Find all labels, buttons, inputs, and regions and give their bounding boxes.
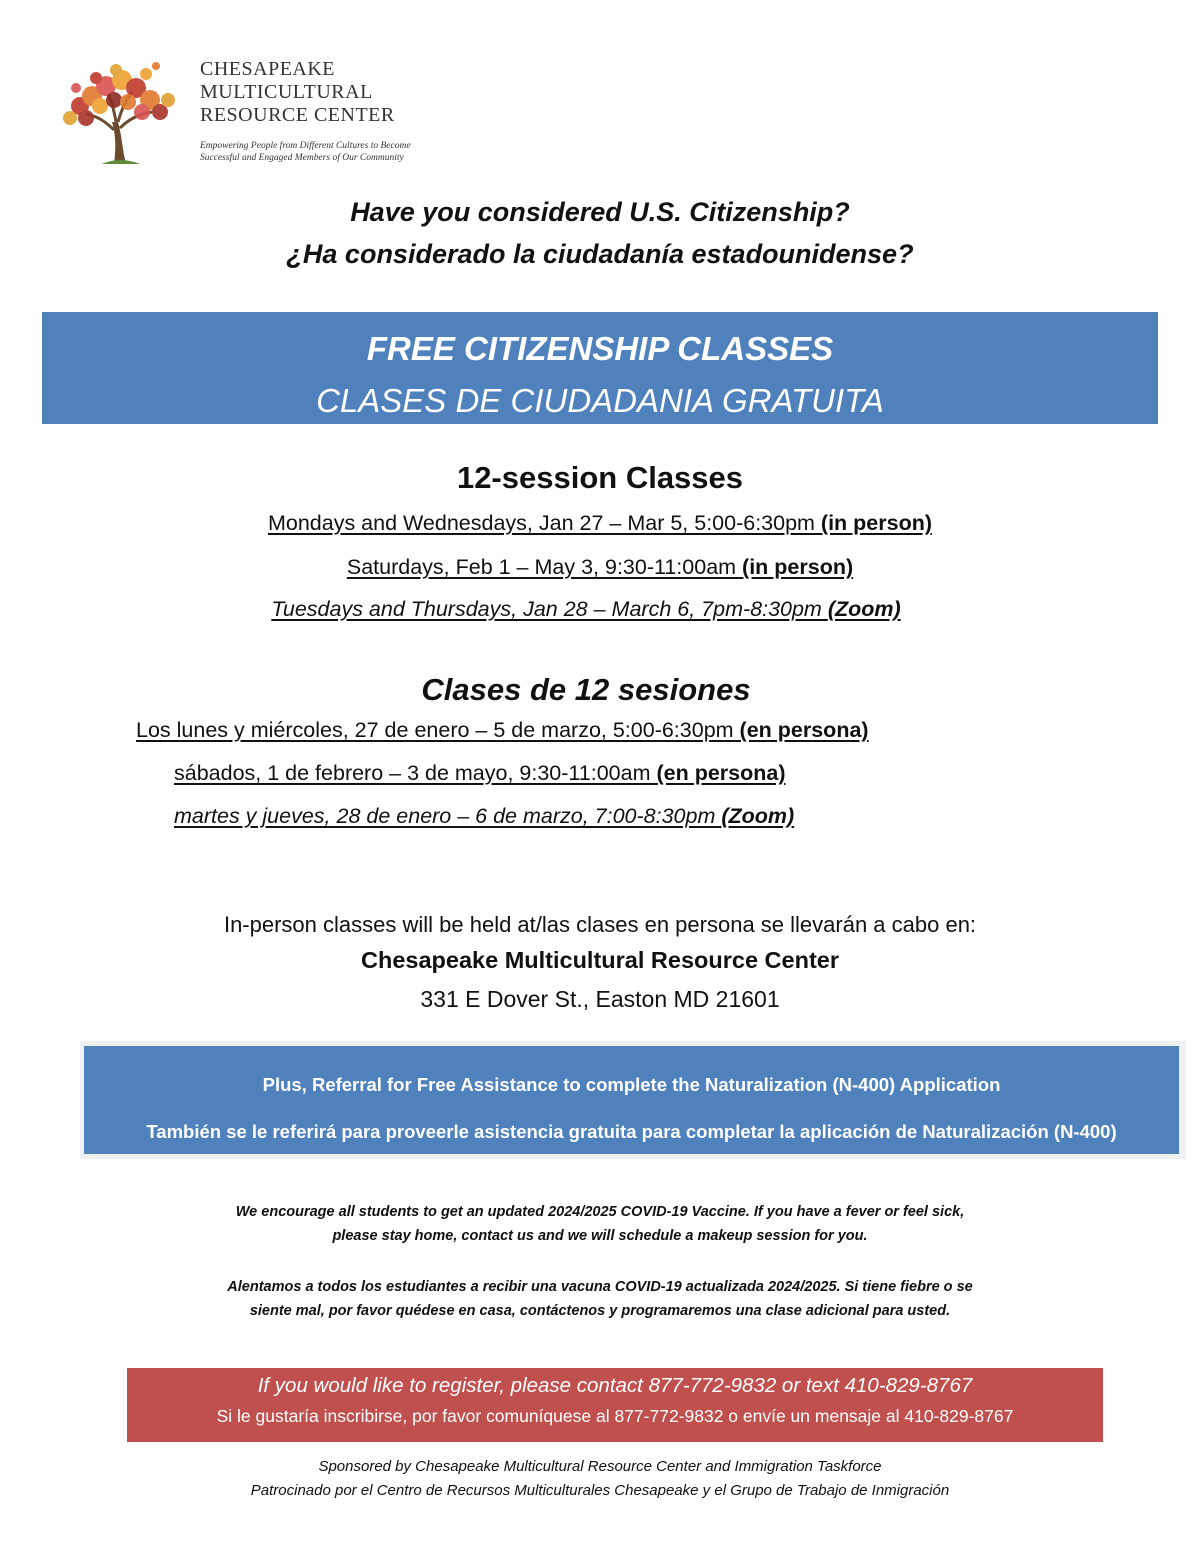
org-name-line2: MULTICULTURAL [200, 81, 373, 103]
referral-english: Plus, Referral for Free Assistance to complete the Naturalization (N-400) Application [262, 1074, 1001, 1095]
spanish-schedule-heading: Clases de 12 sesiones [421, 672, 751, 707]
schedule-item-en-mon-wed [0, 511, 1200, 536]
register-english: If you would like to register, please contact 877-772-9832 or text 410-829-8767 [257, 1374, 973, 1397]
schedule-text: Saturdays, Feb 1 – May 3, 9:30-11:00am [346, 555, 743, 579]
location-name: Chesapeake Multicultural Resource Center [361, 947, 839, 973]
schedule-mode: (Zoom) [827, 597, 901, 621]
tree-logo-icon [56, 56, 186, 168]
banner-title-spanish: CLASES DE CIUDADANIA GRATUITA [316, 382, 884, 419]
schedule-text: sábados, 1 de febrero – 3 de mayo, 9:30-11:00am [174, 761, 657, 785]
schedule-mode: (en persona) [656, 761, 786, 785]
sponsor-spanish: Patrocinado por el Centro de Recursos Multiculturales Chesapeake y el Grupo de Trabajo de Inmigración [250, 1482, 950, 1499]
schedule-item-en-sat [0, 555, 1200, 580]
covid-note-es-line1: Alentamos a todos los estudiantes a recibir una vacuna COVID-19 actualizada 2024/2025. Si tiene fiebre o se [227, 1279, 973, 1295]
schedule-item-es-lun-mie [136, 718, 869, 743]
banner-title-english: FREE CITIZENSHIP CLASSES [366, 330, 834, 367]
schedule-text: Los lunes y miércoles, 27 de enero – 5 de marzo, 5:00-6:30pm [136, 718, 740, 742]
org-tagline-line1: Empowering People from Different Cultures to Become [200, 141, 411, 151]
covid-note-english [0, 1200, 1200, 1248]
org-name-line3: RESOURCE CENTER [200, 104, 395, 126]
org-tagline-line2: Successful and Engaged Members of Our Community [200, 153, 404, 163]
schedule-text: Mondays and Wednesdays, Jan 27 – Mar 5, 5:00-6:30pm [267, 511, 821, 535]
covid-note-en-line2: please stay home, contact us and we will schedule a makeup session for you. [332, 1228, 868, 1244]
register-spanish: Si le gustaría inscribirse, por favor comuníquese al 877-772-9832 o envíe un mensaje al 410-829-8767 [216, 1406, 1014, 1426]
free-classes-banner [42, 312, 1158, 424]
covid-note-es-line2: siente mal, por favor quédese en casa, contáctenos y programaremos una clase adicional para usted. [249, 1303, 951, 1319]
location-intro: In-person classes will be held at/las clases en persona se llevarán a cabo en: [223, 912, 977, 937]
sponsor-english: Sponsored by Chesapeake Multicultural Resource Center and Immigration Taskforce [318, 1458, 882, 1475]
schedule-item-en-tue-thu [0, 597, 1186, 622]
org-name-line1: CHESAPEAKE [200, 58, 336, 80]
schedule-mode: (en persona) [739, 718, 869, 742]
schedule-text: Tuesdays and Thursdays, Jan 28 – March 6, 7pm-8:30pm [271, 597, 828, 621]
schedule-item-es-mar-jue [174, 804, 794, 829]
covid-note-spanish [0, 1275, 1200, 1323]
covid-note-en-line1: We encourage all students to get an updated 2024/2025 COVID-19 Vaccine. If you have a fever or feel sick, [235, 1204, 965, 1220]
schedule-text: martes y jueves, 28 de enero – 6 de marzo, 7:00-8:30pm [174, 804, 722, 828]
referral-spanish: También se le referirá para proveerle asistencia gratuita para completar la aplicación de Naturalización (N-400) [146, 1121, 1117, 1142]
schedule-mode: (in person) [742, 555, 854, 579]
english-schedule-heading: 12-session Classes [456, 460, 744, 495]
question-spanish: ¿Ha considerado la ciudadanía estadounidense? [286, 239, 914, 269]
location-address: 331 E Dover St., Easton MD 21601 [420, 986, 780, 1012]
schedule-mode: (in person) [820, 511, 933, 535]
schedule-item-es-sab [174, 761, 786, 786]
question-english: Have you considered U.S. Citizenship? [350, 197, 850, 227]
schedule-mode: (Zoom) [721, 804, 795, 828]
referral-banner-frame [80, 1041, 1186, 1159]
register-banner [127, 1368, 1103, 1442]
referral-banner [84, 1046, 1179, 1154]
organization-logo [56, 56, 436, 168]
